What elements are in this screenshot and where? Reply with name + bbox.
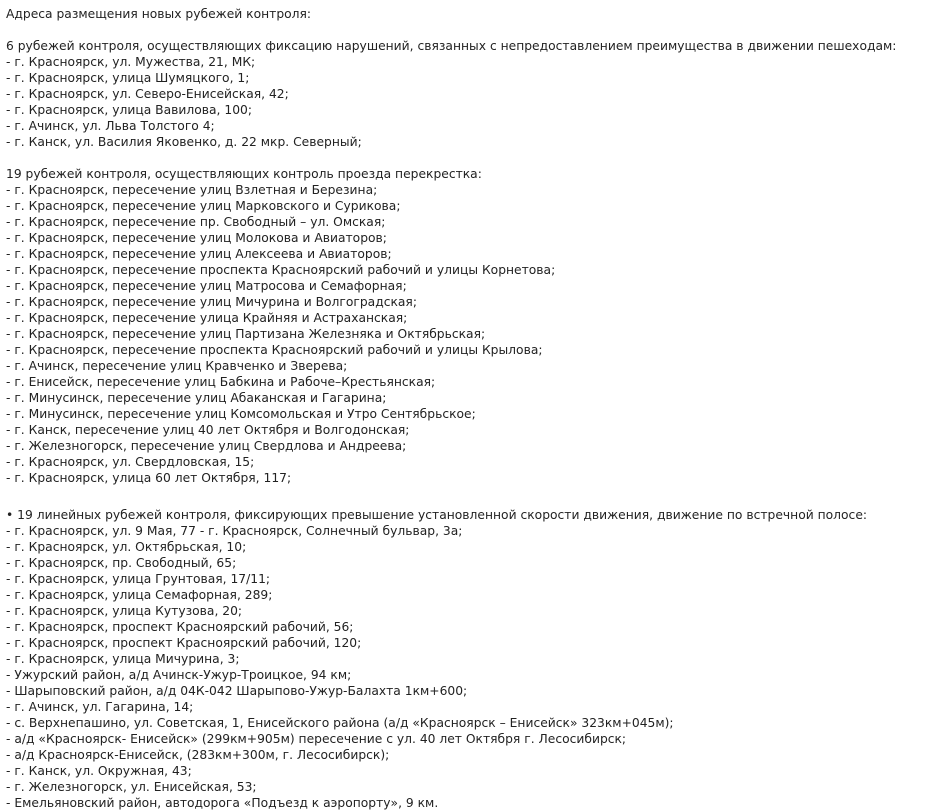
intersection-section [6,166,930,486]
address-item: - г. Минусинск, пересечение улиц Абаканская и Гагарина; [6,391,387,405]
address-item: - г. Красноярск, улица Шумяцкого, 1; [6,71,250,85]
address-item: - г. Красноярск, ул. Мужества, 21, МК; [6,55,256,69]
pedestrian-section [6,38,930,150]
address-item: - г. Железногорск, пересечение улиц Свердлова и Андреева; [6,439,407,453]
address-item: - г. Красноярск, пересечение улиц Взлетная и Березина; [6,183,378,197]
spacer [6,486,930,507]
address-item: - г. Красноярск, пересечение улица Крайняя и Астраханская; [6,311,408,325]
address-item: - г. Красноярск, улица Вавилова, 100; [6,103,252,117]
address-item: - г. Красноярск, проспект Красноярский рабочий, 56; [6,620,354,634]
address-item: - г. Красноярск, пересечение улиц Молокова и Авиаторов; [6,231,387,245]
address-item: - г. Красноярск, пересечение пр. Свободный – ул. Омская; [6,215,386,229]
address-item: - г. Канск, ул. Окружная, 43; [6,764,192,778]
address-item: - г. Красноярск, ул. Свердловская, 15; [6,455,255,469]
address-item: - г. Красноярск, пересечение улиц Марковского и Сурикова; [6,199,401,213]
address-item: - г. Енисейск, пересечение улиц Бабкина и Рабоче–Крестьянская; [6,375,436,389]
address-item: - Ужурский район, а/д Ачинск-Ужур-Троицкое, 94 км; [6,668,352,682]
address-item: - г. Красноярск, пересечение улиц Мичурина и Волгоградская; [6,295,417,309]
address-item: - г. Красноярск, улица Мичурина, 3; [6,652,240,666]
address-item: - г. Красноярск, ул. 9 Мая, 77 - г. Красноярск, Солнечный бульвар, 3а; [6,524,463,538]
section-heading: 19 рубежей контроля, осуществляющих контроль проезда перекрестка: [6,167,482,181]
address-item: - г. Красноярск, пр. Свободный, 65; [6,556,237,570]
address-item: - г. Красноярск, улица Семафорная, 289; [6,588,273,602]
intro-heading: Адреса размещения новых рубежей контроля: [6,7,312,21]
address-item: - г. Красноярск, пересечение улиц Алексеева и Авиаторов; [6,247,392,261]
section-heading: • 19 линейных рубежей контроля, фиксирующих превышение установленной скорости движения, движение по встречной полосе: [6,508,868,522]
document-body [6,6,930,811]
address-item: - г. Минусинск, пересечение улиц Комсомольская и Утро Сентябрьское; [6,407,476,421]
address-item: - г. Красноярск, пересечение улиц Партизана Железняка и Октябрьская; [6,327,486,341]
spacer [6,150,930,166]
spacer [6,22,930,38]
section-heading: 6 рубежей контроля, осуществляющих фиксацию нарушений, связанных с непредоставлением преимущества в движении пешеходам: [6,39,897,53]
sections-container [6,38,930,811]
address-item: - г. Ачинск, ул. Льва Толстого 4; [6,119,215,133]
address-item: - Шарыповский район, а/д 04К-042 Шарыпово-Ужур-Балахта 1км+600; [6,684,468,698]
address-item: - г. Красноярск, пересечение улиц Матросова и Семафорная; [6,279,407,293]
address-item: - г. Ачинск, пересечение улиц Кравченко и Зверева; [6,359,348,373]
address-item: - г. Красноярск, ул. Октябрьская, 10; [6,540,247,554]
address-item: - г. Красноярск, пересечение проспекта Красноярский рабочий и улицы Крылова; [6,343,543,357]
address-item: - с. Верхнепашино, ул. Советская, 1, Енисейского района (а/д «Красноярск – Енисейск» 323км+045м); [6,716,674,730]
address-item: - г. Красноярск, ул. Северо-Енисейская, 42; [6,87,289,101]
address-item: - г. Красноярск, улица 60 лет Октября, 117; [6,471,292,485]
address-item: - г. Канск, пересечение улиц 40 лет Октября и Волгодонская; [6,423,410,437]
address-item: - г. Красноярск, улица Кутузова, 20; [6,604,243,618]
address-item: - а/д Красноярск-Енисейск, (283км+300м, г. Лесосибирск); [6,748,390,762]
address-item: - г. Красноярск, проспект Красноярский рабочий, 120; [6,636,362,650]
address-item: - г. Канск, ул. Василия Яковенко, д. 22 мкр. Северный; [6,135,362,149]
address-item: - Емельяновский район, автодорога «Подъезд к аэропорту», 9 км. [6,796,439,810]
address-item: - а/д «Красноярск- Енисейск» (299км+905м) пересечение с ул. 40 лет Октября г. Лесосибирск; [6,732,627,746]
address-item: - г. Железногорск, ул. Енисейская, 53; [6,780,257,794]
address-item: - г. Ачинск, ул. Гагарина, 14; [6,700,194,714]
address-item: - г. Красноярск, улица Грунтовая, 17/11; [6,572,271,586]
speed-section [6,507,930,811]
address-item: - г. Красноярск, пересечение проспекта Красноярский рабочий и улицы Корнетова; [6,263,556,277]
